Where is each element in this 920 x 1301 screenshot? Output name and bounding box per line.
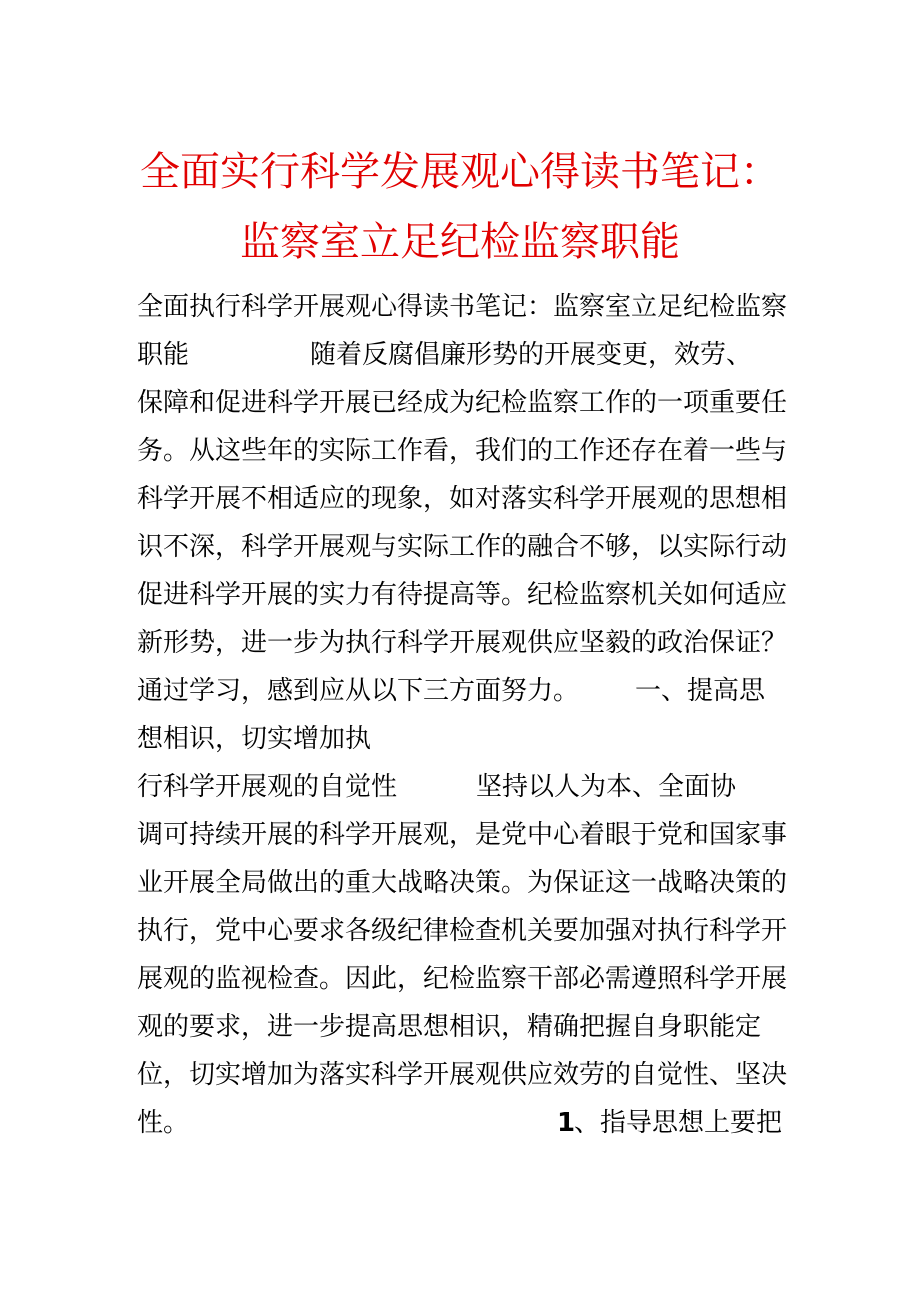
- body-line-7: 促进科学开展的实力有待提高等。纪检监察机关如何适应: [137, 580, 788, 610]
- body-line-11-a: 行科学开展观的自觉性: [137, 772, 398, 802]
- body-line-16: 观的要求，进一步提高思想相识，精确把握自身职能定: [137, 1012, 762, 1042]
- body-line-18: [137, 1106, 837, 1140]
- body-line-11: [137, 770, 837, 804]
- body-line-2-b: 随着反腐倡廉形势的开展变更，效劳、: [310, 340, 753, 370]
- body-line-18-b: 、指导思想上要把: [574, 1108, 783, 1138]
- body-line-9: [137, 674, 837, 708]
- body-line-8: 新形势，进一步为执行科学开展观供应坚毅的政治保证？: [137, 628, 788, 658]
- body-line-9-a: 通过学习，感到应从以下三方面努力。: [137, 676, 580, 706]
- body-line-3: 保障和促进科学开展已经成为纪检监察工作的一项重要任: [137, 388, 788, 418]
- body-line-2-a: 职能: [137, 340, 190, 370]
- body-line-12: 调可持续开展的科学开展观，是党中心着眼于党和国家事: [137, 820, 788, 850]
- body-line-17: 位，切实增加为落实科学开展观供应效劳的自觉性、坚决: [137, 1060, 788, 1090]
- body-line-2: [137, 338, 837, 372]
- body-line-18-a: 性。: [137, 1108, 190, 1138]
- document-title-line-1: 全面实行科学发展观心得读书笔记：: [140, 149, 780, 195]
- body-line-15: 展观的监视检查。因此，纪检监察干部必需遵照科学开展: [137, 964, 788, 994]
- body-line-13: 业开展全局做出的重大战略决策。为保证这一战略决策的: [137, 868, 788, 898]
- body-line-5: 科学开展不相适应的现象，如对落实科学开展观的思想相: [137, 484, 788, 514]
- body-line-18-number: 1: [557, 1108, 576, 1138]
- body-line-10: 想相识，切实增加执: [137, 724, 372, 754]
- document-title-line-2: 监察室立足纪检监察职能: [240, 219, 680, 265]
- body-line-1: 全面执行科学开展观心得读书笔记：监察室立足纪检监察: [137, 292, 788, 322]
- body-line-9-b: 一、提高思: [635, 676, 766, 706]
- body-line-14: 执行，党中心要求各级纪律检查机关要加强对执行科学开: [137, 916, 788, 946]
- body-line-6: 识不深，科学开展观与实际工作的融合不够，以实际行动: [137, 532, 788, 562]
- body-line-11-b: 坚持以人为本、全面协: [476, 772, 737, 802]
- body-line-4: 务。从这些年的实际工作看，我们的工作还存在着一些与: [137, 436, 788, 466]
